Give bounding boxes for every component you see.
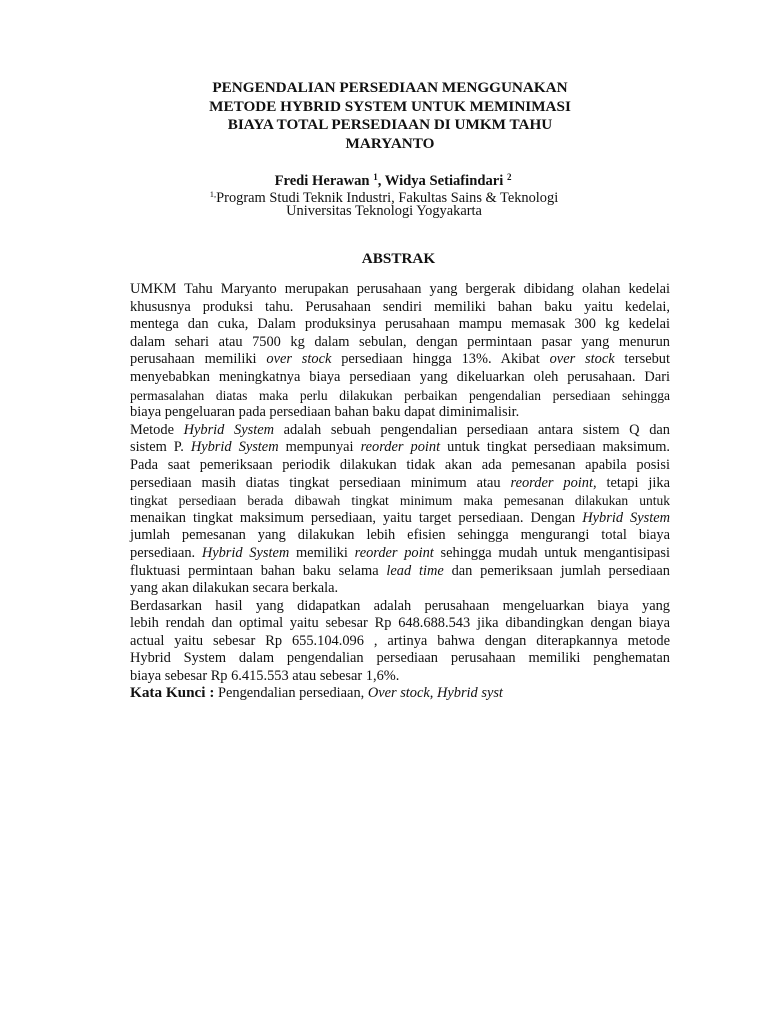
abstract-italic-term: reorder point bbox=[360, 439, 441, 456]
abstract-italic-term: Hybrid System bbox=[190, 439, 279, 456]
abstract-italic-term: lead time bbox=[386, 562, 444, 579]
title-line: BIAYA TOTAL PERSEDIAAN DI UMKM TAHU bbox=[227, 116, 553, 133]
abstract-body bbox=[130, 281, 670, 686]
abstract-heading: ABSTRAK bbox=[361, 250, 436, 267]
abstract-line bbox=[130, 633, 670, 651]
affiliation-mark: 1, bbox=[209, 189, 217, 199]
abstract-line bbox=[130, 510, 670, 528]
abstract-line bbox=[130, 422, 670, 440]
abstract-text: persediaan hingga 13%. Akibat bbox=[331, 351, 550, 368]
abstract-line bbox=[130, 387, 670, 405]
author-affiliation-mark: 1 bbox=[373, 172, 378, 182]
abstract-line bbox=[130, 369, 670, 387]
paper-title bbox=[190, 79, 590, 153]
abstract-italic-term: reorder point bbox=[354, 544, 434, 561]
abstract-line bbox=[130, 563, 670, 581]
abstract-italic-term: Hybrid System bbox=[183, 421, 274, 438]
abstract-line bbox=[130, 598, 670, 616]
author-name: Widya Setiafindari bbox=[384, 173, 504, 189]
abstract-text: Hybrid System dalam pengendalian persediaan perusahaan memiliki penghematan bbox=[130, 650, 670, 667]
abstract-line bbox=[130, 475, 670, 493]
abstract-text: permasalahan diatas maka perlu dilakukan perbaikan pengendalian persediaan sehingga bbox=[130, 387, 670, 403]
title-line: MARYANTO bbox=[345, 134, 435, 152]
abstract-line bbox=[130, 404, 670, 422]
abstract-italic-term: Hybrid System bbox=[582, 509, 671, 526]
abstract-line bbox=[130, 439, 670, 457]
abstract-line bbox=[130, 615, 670, 633]
affiliation-university: Universitas Teknologi Yogyakarta bbox=[286, 203, 482, 219]
abstract-text: persediaan masih diatas tingkat persediaan minimum atau bbox=[130, 474, 511, 491]
abstract-text: UMKM Tahu Maryanto merupakan perusahaan yang bergerak dibidang olahan kedelai bbox=[130, 281, 670, 297]
abstract-text: lebih rendah dan optimal yaitu sebesar Rp 648.688.543 jika dibandingkan dengan biaya bbox=[130, 615, 670, 632]
keywords-line bbox=[130, 684, 503, 702]
affiliation-text: Program Studi Teknik Industri, Fakultas Sains & Teknologi bbox=[216, 190, 559, 206]
abstract-text: yang akan dilakukan secara berkala. bbox=[130, 580, 339, 597]
author-affiliation-mark: 2 bbox=[506, 172, 512, 182]
abstract-italic-term: over stock bbox=[549, 351, 615, 368]
keywords-label: Kata Kunci : bbox=[130, 684, 215, 701]
abstract-text: Metode bbox=[130, 421, 184, 438]
abstract-line bbox=[130, 527, 670, 545]
abstract-text: adalah sebuah pengendalian persediaan antara sistem Q dan bbox=[273, 421, 670, 438]
abstract-text: , tetapi jika bbox=[592, 474, 671, 491]
abstract-line bbox=[130, 457, 670, 475]
title-line: PENGENDALIAN PERSEDIAAN MENGGUNAKAN bbox=[212, 79, 568, 96]
abstract-line bbox=[130, 299, 670, 317]
abstract-text: mempunyai bbox=[278, 439, 361, 456]
abstract-text: Berdasarkan hasil yang didapatkan adalah perusahaan mengeluarkan biaya yang bbox=[130, 597, 670, 614]
abstract-line bbox=[130, 334, 670, 352]
abstract-text: perusahaan memiliki bbox=[130, 351, 267, 368]
abstract-text: Pada saat pemeriksaan periodik dilakukan tidak akan ada pemesanan apabila posisi bbox=[130, 456, 670, 473]
abstract-line bbox=[130, 316, 670, 334]
abstract-line bbox=[130, 580, 670, 598]
abstract-text: biaya pengeluaran pada persediaan bahan baku dapat diminimalisir. bbox=[130, 404, 520, 421]
abstract-text: khususnya produksi tahu. Perusahaan sendiri memiliki bahan baku yaitu kedelai, bbox=[130, 298, 670, 315]
abstract-line bbox=[130, 650, 670, 668]
abstract-text: actual yaitu sebesar Rp 655.104.096 , artinya bahwa dengan diterapkannya metode bbox=[130, 632, 670, 649]
abstract-text: menaikan tingkat maksimum persediaan, yaitu target persediaan. Dengan bbox=[130, 509, 583, 526]
abstract-text: fluktuasi permintaan bahan baku selama bbox=[130, 562, 387, 579]
abstract-italic-term: reorder point bbox=[510, 474, 593, 491]
author-name: Fredi Herawan bbox=[274, 173, 370, 189]
abstract-line bbox=[130, 281, 670, 299]
abstract-text: persediaan. bbox=[130, 544, 202, 561]
keywords-text: Pengendalian persediaan, bbox=[214, 685, 368, 701]
abstract-text: tersebut bbox=[614, 351, 670, 368]
abstract-text: untuk tingkat persediaan maksimum. bbox=[440, 439, 671, 456]
abstract-text: jumlah pemesanan yang dilakukan lebih efisien sehingga mengurangi total biaya bbox=[130, 527, 670, 544]
title-line: METODE HYBRID SYSTEM UNTUK MEMINIMASI bbox=[209, 97, 571, 115]
abstract-line bbox=[130, 351, 670, 369]
abstract-text: mentega dan cuka, Dalam produksinya perusahaan mampu memasak 300 kg kedelai bbox=[130, 316, 670, 333]
keywords-italic-text: Over stock, Hybrid syst bbox=[367, 685, 503, 701]
abstract-text: sistem P. bbox=[130, 439, 191, 456]
abstract-text: memiliki bbox=[289, 544, 355, 561]
abstract-text: dan pemeriksaan jumlah persediaan bbox=[443, 562, 670, 579]
abstract-text: menyebabkan meningkatnya biaya persediaan yang dikeluarkan oleh perusahaan. Dari bbox=[130, 368, 670, 385]
abstract-text: biaya sebesar Rp 6.415.553 atau sebesar 1,6%. bbox=[130, 668, 400, 685]
abstract-text: sehingga mudah untuk mengantisipasi bbox=[433, 544, 671, 561]
abstract-text: dalam sehari atau 7500 kg dalam sebulan, dengan permintaan pasar yang menurun bbox=[130, 333, 670, 350]
abstract-line bbox=[130, 492, 670, 510]
abstract-italic-term: Hybrid System bbox=[201, 544, 290, 561]
abstract-text: tingkat persediaan berada dibawah tingkat minimum maka pemesanan dilakukan untuk bbox=[130, 493, 670, 509]
author-separator: , bbox=[377, 173, 385, 189]
abstract-line bbox=[130, 545, 670, 563]
abstract-italic-term: over stock bbox=[266, 351, 332, 368]
